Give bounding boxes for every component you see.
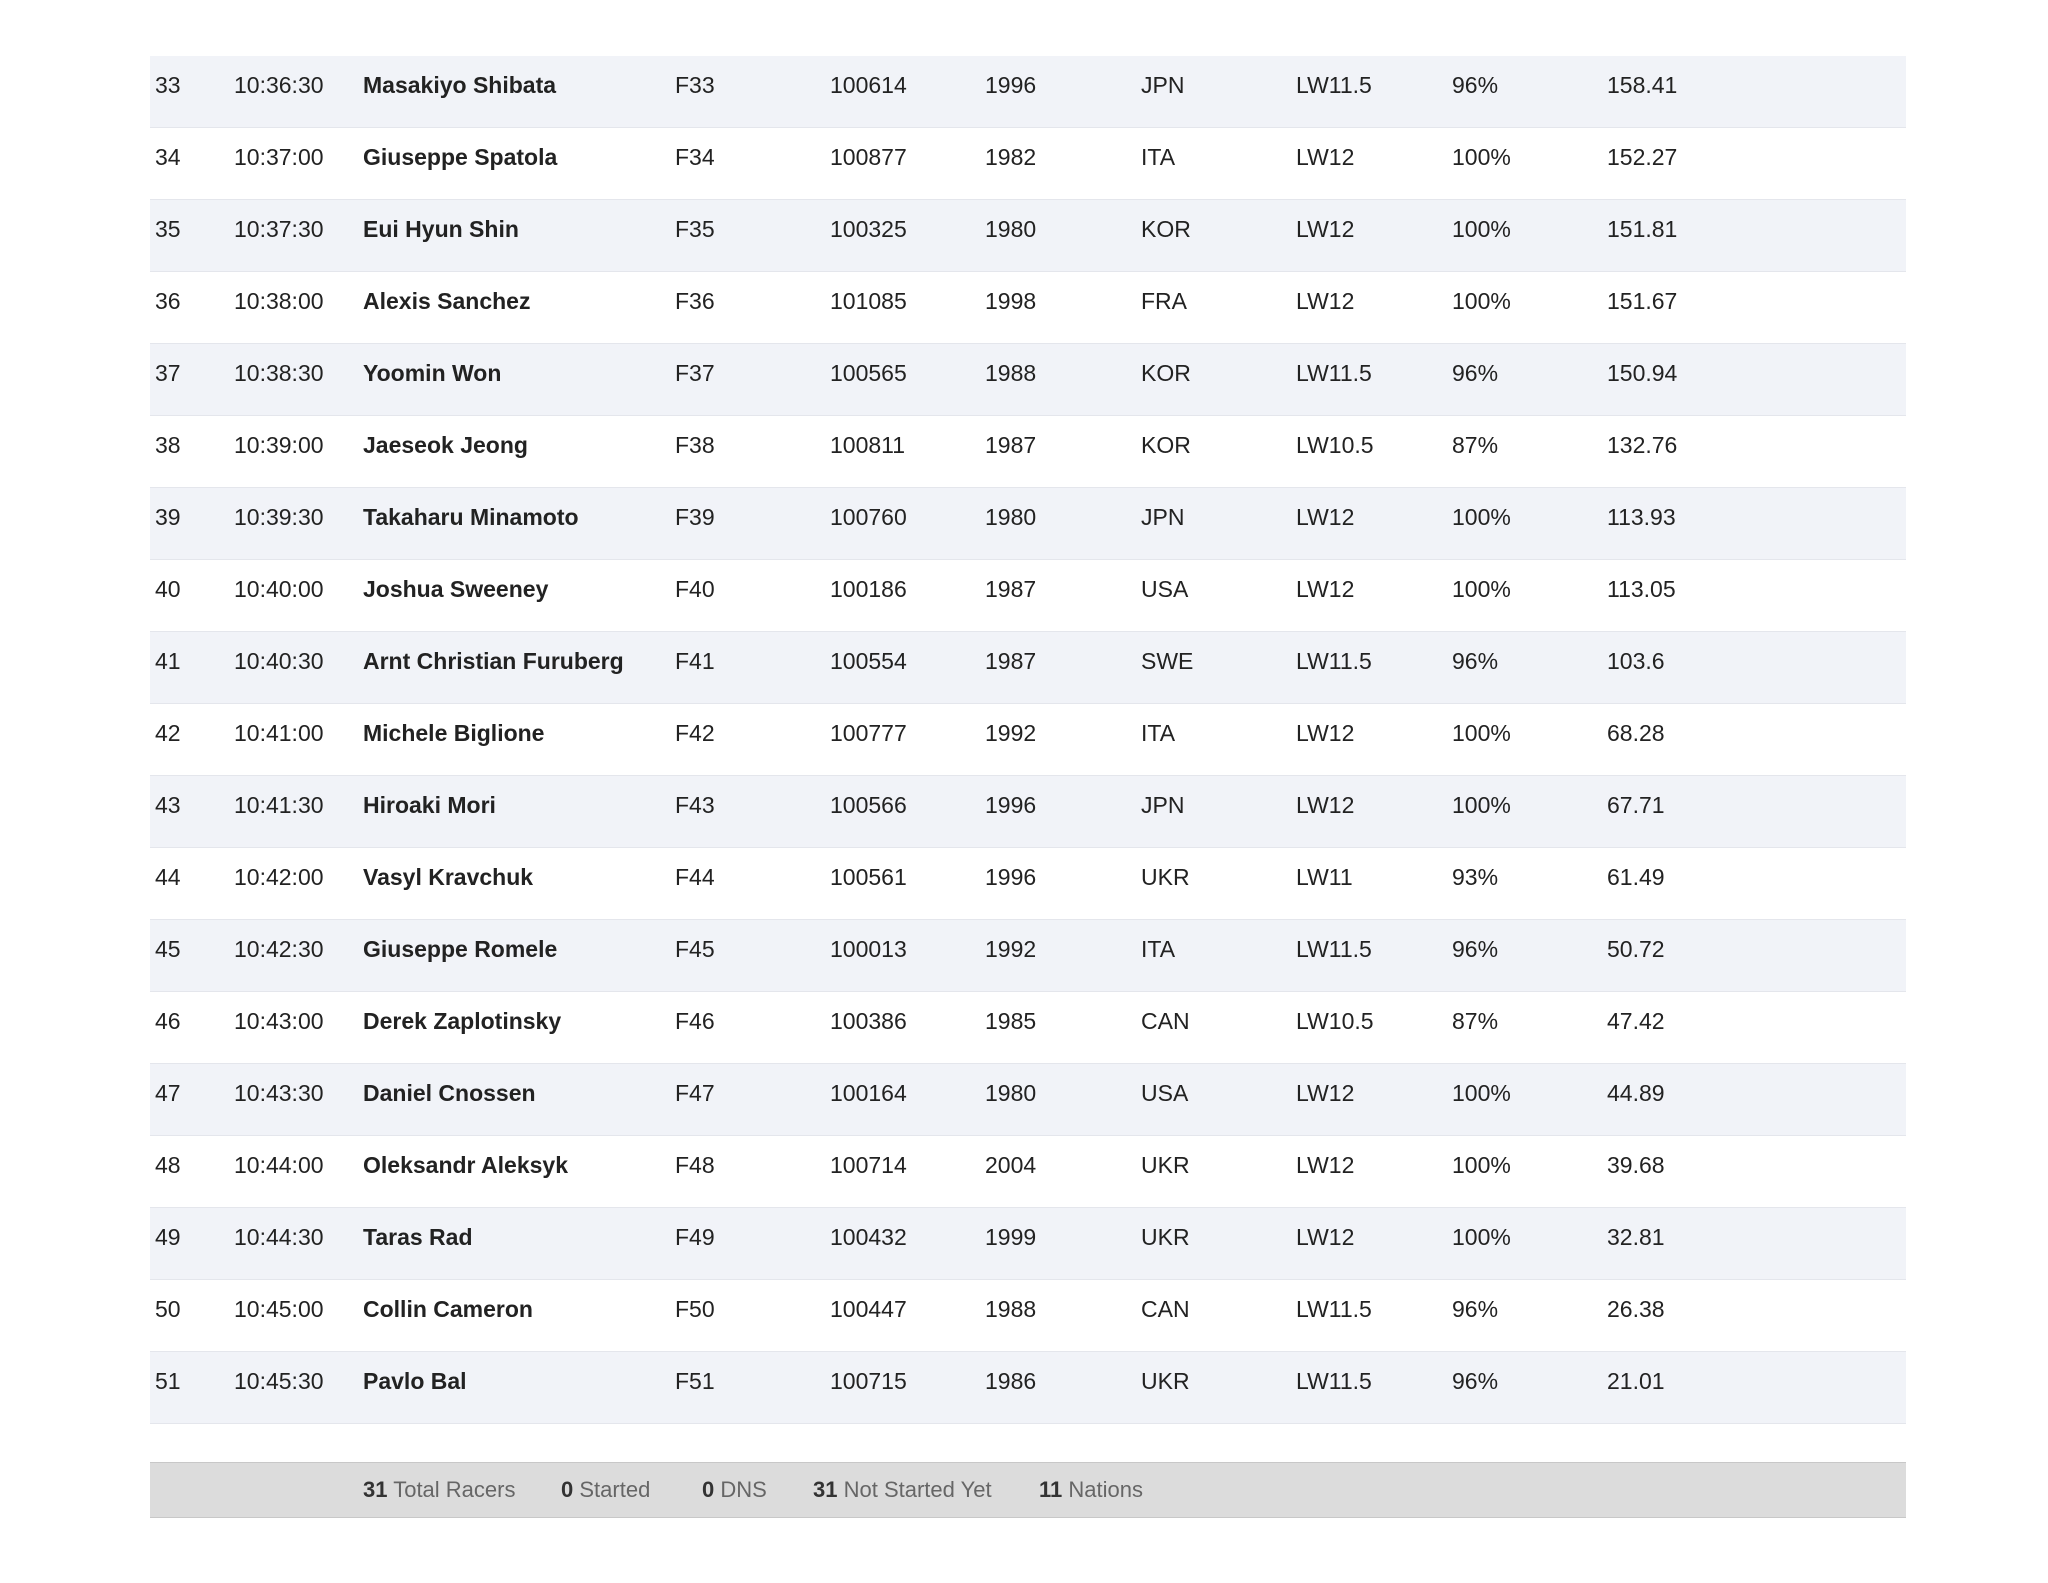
birth-year-cell: 1982: [985, 144, 1037, 170]
bib-cell: 47: [155, 1080, 181, 1106]
start-time-cell: 10:45:30: [234, 1368, 324, 1394]
class-cell: LW12: [1296, 576, 1355, 602]
fis-code-cell: F41: [675, 648, 715, 674]
percent-cell: 96%: [1452, 72, 1499, 98]
birth-year-cell: 1992: [985, 720, 1037, 746]
racer-name-cell[interactable]: Takaharu Minamoto: [363, 504, 579, 530]
racer-name-cell[interactable]: Michele Biglione: [363, 720, 545, 746]
class-cell: LW12: [1296, 1080, 1355, 1106]
bib-cell: 43: [155, 792, 181, 818]
table-row[interactable]: [150, 992, 1906, 1064]
fis-code-cell: F48: [675, 1152, 715, 1178]
fis-code-cell: F43: [675, 792, 715, 818]
racer-code-cell: 100614: [830, 72, 907, 98]
points-cell: 150.94: [1607, 360, 1678, 386]
racer-code-cell: 100777: [830, 720, 907, 746]
nation-cell: JPN: [1141, 504, 1185, 530]
start-time-cell: 10:36:30: [234, 72, 324, 98]
table-row[interactable]: [150, 776, 1906, 848]
bib-cell: 35: [155, 216, 181, 242]
not-started-yet-stat: [813, 1479, 992, 1501]
points-cell: 50.72: [1607, 936, 1665, 962]
table-row[interactable]: [150, 416, 1906, 488]
racer-code-cell: 100447: [830, 1296, 907, 1322]
fis-code-cell: F36: [675, 288, 715, 314]
nation-cell: UKR: [1141, 864, 1190, 890]
fis-code-cell: F35: [675, 216, 715, 242]
start-time-cell: 10:44:00: [234, 1152, 324, 1178]
nation-cell: KOR: [1141, 432, 1191, 458]
class-cell: LW11.5: [1296, 648, 1372, 674]
racer-code-cell: 100811: [830, 432, 906, 458]
total-racers-count: 31: [363, 1477, 388, 1502]
racer-name-cell[interactable]: Arnt Christian Furuberg: [363, 648, 624, 674]
bib-cell: 42: [155, 720, 181, 746]
start-time-cell: 10:43:30: [234, 1080, 324, 1106]
birth-year-cell: 1988: [985, 360, 1037, 386]
class-cell: LW11.5: [1296, 360, 1372, 386]
birth-year-cell: 1987: [985, 432, 1037, 458]
fis-code-cell: F50: [675, 1296, 715, 1322]
fis-code-cell: F37: [675, 360, 715, 386]
bib-cell: 40: [155, 576, 181, 602]
table-row[interactable]: [150, 1136, 1906, 1208]
percent-cell: 96%: [1452, 1296, 1499, 1322]
fis-code-cell: F47: [675, 1080, 715, 1106]
birth-year-cell: 1996: [985, 864, 1037, 890]
table-row[interactable]: [150, 848, 1906, 920]
nation-cell: CAN: [1141, 1296, 1190, 1322]
racer-code-cell: 100714: [830, 1152, 907, 1178]
racer-code-cell: 100566: [830, 792, 907, 818]
points-cell: 113.93: [1607, 504, 1676, 530]
racer-name-cell[interactable]: Pavlo Bal: [363, 1368, 467, 1394]
bib-cell: 48: [155, 1152, 181, 1178]
racer-name-cell[interactable]: Collin Cameron: [363, 1296, 533, 1322]
points-cell: 44.89: [1607, 1080, 1665, 1106]
class-cell: LW12: [1296, 1152, 1355, 1178]
nation-cell: JPN: [1141, 72, 1185, 98]
table-row[interactable]: [150, 56, 1906, 128]
racer-name-cell[interactable]: Daniel Cnossen: [363, 1080, 536, 1106]
racer-code-cell: 100715: [830, 1368, 907, 1394]
racer-name-cell[interactable]: Vasyl Kravchuk: [363, 864, 534, 890]
bib-cell: 46: [155, 1008, 181, 1034]
nation-cell: USA: [1141, 576, 1189, 602]
start-time-cell: 10:41:30: [234, 792, 324, 818]
dns-stat: [702, 1479, 767, 1501]
nation-cell: UKR: [1141, 1368, 1190, 1394]
fis-code-cell: F46: [675, 1008, 715, 1034]
table-row[interactable]: [150, 200, 1906, 272]
table-row[interactable]: [150, 560, 1906, 632]
start-time-cell: 10:41:00: [234, 720, 324, 746]
points-cell: 103.6: [1607, 648, 1665, 674]
bib-cell: 50: [155, 1296, 181, 1322]
birth-year-cell: 1987: [985, 648, 1037, 674]
start-time-cell: 10:38:00: [234, 288, 324, 314]
class-cell: LW12: [1296, 216, 1355, 242]
bib-cell: 51: [155, 1368, 181, 1394]
total-racers-stat: [363, 1479, 515, 1501]
points-cell: 32.81: [1607, 1224, 1665, 1250]
class-cell: LW12: [1296, 1224, 1355, 1250]
racer-name-cell[interactable]: Jaeseok Jeong: [363, 432, 528, 458]
nation-cell: USA: [1141, 1080, 1189, 1106]
total-racers-label: Total Racers: [393, 1477, 516, 1502]
table-row[interactable]: [150, 128, 1906, 200]
nation-cell: SWE: [1141, 648, 1194, 674]
percent-cell: 96%: [1452, 936, 1499, 962]
percent-cell: 100%: [1452, 1152, 1511, 1178]
fis-code-cell: F49: [675, 1224, 715, 1250]
percent-cell: 100%: [1452, 576, 1511, 602]
percent-cell: 87%: [1452, 1008, 1499, 1034]
points-cell: 61.49: [1607, 864, 1665, 890]
birth-year-cell: 1992: [985, 936, 1037, 962]
start-time-cell: 10:38:30: [234, 360, 324, 386]
start-time-cell: 10:37:00: [234, 144, 324, 170]
fis-code-cell: F33: [675, 72, 715, 98]
percent-cell: 96%: [1452, 360, 1499, 386]
nation-cell: JPN: [1141, 792, 1185, 818]
racer-code-cell: 100554: [830, 648, 907, 674]
bib-cell: 39: [155, 504, 181, 530]
racer-name-cell[interactable]: Hiroaki Mori: [363, 792, 496, 818]
class-cell: LW11.5: [1296, 1368, 1372, 1394]
birth-year-cell: 1998: [985, 288, 1037, 314]
racer-code-cell: 100164: [830, 1080, 907, 1106]
nation-cell: ITA: [1141, 144, 1176, 170]
birth-year-cell: 1980: [985, 1080, 1037, 1106]
bib-cell: 38: [155, 432, 181, 458]
percent-cell: 96%: [1452, 1368, 1499, 1394]
points-cell: 152.27: [1607, 144, 1678, 170]
table-row[interactable]: [150, 920, 1906, 992]
fis-code-cell: F45: [675, 936, 715, 962]
nation-cell: KOR: [1141, 216, 1191, 242]
percent-cell: 93%: [1452, 864, 1499, 890]
birth-year-cell: 1980: [985, 504, 1037, 530]
points-cell: 68.28: [1607, 720, 1665, 746]
class-cell: LW12: [1296, 144, 1355, 170]
start-list-table: [150, 56, 1906, 1424]
percent-cell: 87%: [1452, 432, 1499, 458]
start-time-cell: 10:45:00: [234, 1296, 324, 1322]
fis-code-cell: F38: [675, 432, 715, 458]
start-time-cell: 10:39:30: [234, 504, 324, 530]
table-row[interactable]: [150, 1064, 1906, 1136]
racer-code-cell: 100186: [830, 576, 907, 602]
points-cell: 151.67: [1607, 288, 1678, 314]
racer-name-cell[interactable]: Derek Zaplotinsky: [363, 1008, 562, 1034]
bib-cell: 49: [155, 1224, 181, 1250]
nation-cell: CAN: [1141, 1008, 1190, 1034]
table-row[interactable]: [150, 1280, 1906, 1352]
nation-cell: ITA: [1141, 936, 1176, 962]
racer-name-cell[interactable]: Giuseppe Romele: [363, 936, 558, 962]
racer-name-cell[interactable]: Masakiyo Shibata: [363, 72, 557, 98]
fis-code-cell: F51: [675, 1368, 715, 1394]
class-cell: LW11: [1296, 864, 1353, 890]
start-time-cell: 10:42:30: [234, 936, 324, 962]
percent-cell: 100%: [1452, 216, 1511, 242]
table-row[interactable]: [150, 632, 1906, 704]
fis-code-cell: F34: [675, 144, 715, 170]
birth-year-cell: 1999: [985, 1224, 1037, 1250]
start-time-cell: 10:40:30: [234, 648, 324, 674]
points-cell: 67.71: [1607, 792, 1665, 818]
racer-code-cell: 100877: [830, 144, 907, 170]
class-cell: LW12: [1296, 792, 1355, 818]
table-row[interactable]: [150, 1208, 1906, 1280]
percent-cell: 100%: [1452, 288, 1511, 314]
class-cell: LW11.5: [1296, 1296, 1372, 1322]
dns-label: DNS: [720, 1477, 767, 1502]
table-row[interactable]: [150, 344, 1906, 416]
racer-code-cell: 100561: [830, 864, 907, 890]
points-cell: 132.76: [1607, 432, 1678, 458]
fis-code-cell: F40: [675, 576, 715, 602]
class-cell: LW12: [1296, 720, 1355, 746]
bib-cell: 37: [155, 360, 181, 386]
racer-name-cell[interactable]: Taras Rad: [363, 1224, 473, 1250]
nation-cell: ITA: [1141, 720, 1176, 746]
racer-name-cell[interactable]: Yoomin Won: [363, 360, 502, 386]
start-time-cell: 10:37:30: [234, 216, 324, 242]
percent-cell: 100%: [1452, 504, 1511, 530]
racer-name-cell[interactable]: Oleksandr Aleksyk: [363, 1152, 568, 1178]
table-row[interactable]: [150, 488, 1906, 560]
class-cell: LW10.5: [1296, 432, 1374, 458]
percent-cell: 100%: [1452, 792, 1511, 818]
nations-count: 11: [1039, 1477, 1063, 1502]
racer-code-cell: 100325: [830, 216, 907, 242]
points-cell: 21.01: [1607, 1368, 1665, 1394]
birth-year-cell: 1996: [985, 792, 1037, 818]
class-cell: LW11.5: [1296, 936, 1372, 962]
fis-code-cell: F44: [675, 864, 715, 890]
points-cell: 47.42: [1607, 1008, 1665, 1034]
nations-stat: [1039, 1479, 1143, 1501]
racer-name-cell[interactable]: Eui Hyun Shin: [363, 216, 519, 242]
percent-cell: 100%: [1452, 720, 1511, 746]
birth-year-cell: 1986: [985, 1368, 1037, 1394]
nation-cell: FRA: [1141, 288, 1187, 314]
bib-cell: 41: [155, 648, 181, 674]
points-cell: 158.41: [1607, 72, 1678, 98]
start-time-cell: 10:43:00: [234, 1008, 324, 1034]
started-count: 0: [561, 1477, 574, 1502]
racer-name-cell[interactable]: Giuseppe Spatola: [363, 144, 558, 170]
bib-cell: 45: [155, 936, 181, 962]
nation-cell: KOR: [1141, 360, 1191, 386]
points-cell: 113.05: [1607, 576, 1676, 602]
birth-year-cell: 1985: [985, 1008, 1037, 1034]
class-cell: LW11.5: [1296, 72, 1372, 98]
points-cell: 39.68: [1607, 1152, 1665, 1178]
percent-cell: 100%: [1452, 1224, 1511, 1250]
fis-code-cell: F42: [675, 720, 715, 746]
not-started-yet-label: Not Started Yet: [843, 1477, 992, 1502]
start-time-cell: 10:44:30: [234, 1224, 324, 1250]
summary-bar: [150, 1462, 1906, 1518]
bib-cell: 44: [155, 864, 181, 890]
racer-name-cell[interactable]: Joshua Sweeney: [363, 576, 549, 602]
bib-cell: 36: [155, 288, 181, 314]
class-cell: LW10.5: [1296, 1008, 1374, 1034]
racer-code-cell: 100565: [830, 360, 907, 386]
racer-code-cell: 100386: [830, 1008, 907, 1034]
table-row[interactable]: [150, 272, 1906, 344]
nation-cell: UKR: [1141, 1152, 1190, 1178]
bib-cell: 34: [155, 144, 181, 170]
start-time-cell: 10:40:00: [234, 576, 324, 602]
started-label: Started: [579, 1477, 651, 1502]
dns-count: 0: [702, 1477, 715, 1502]
start-time-cell: 10:39:00: [234, 432, 324, 458]
points-cell: 26.38: [1607, 1296, 1665, 1322]
birth-year-cell: 1988: [985, 1296, 1037, 1322]
birth-year-cell: 1996: [985, 72, 1037, 98]
table-row[interactable]: [150, 704, 1906, 776]
started-stat: [561, 1479, 650, 1501]
class-cell: LW12: [1296, 288, 1355, 314]
racer-code-cell: 100760: [830, 504, 907, 530]
points-cell: 151.81: [1607, 216, 1678, 242]
birth-year-cell: 1980: [985, 216, 1037, 242]
percent-cell: 100%: [1452, 1080, 1511, 1106]
birth-year-cell: 2004: [985, 1152, 1037, 1178]
racer-code-cell: 100432: [830, 1224, 907, 1250]
start-time-cell: 10:42:00: [234, 864, 324, 890]
table-row[interactable]: [150, 1352, 1906, 1424]
percent-cell: 100%: [1452, 144, 1511, 170]
class-cell: LW12: [1296, 504, 1355, 530]
nation-cell: UKR: [1141, 1224, 1190, 1250]
not-started-yet-count: 31: [813, 1477, 838, 1502]
nations-label: Nations: [1068, 1477, 1143, 1502]
fis-code-cell: F39: [675, 504, 715, 530]
racer-name-cell[interactable]: Alexis Sanchez: [363, 288, 531, 314]
bib-cell: 33: [155, 72, 181, 98]
racer-code-cell: 100013: [830, 936, 907, 962]
birth-year-cell: 1987: [985, 576, 1037, 602]
percent-cell: 96%: [1452, 648, 1499, 674]
racer-code-cell: 101085: [830, 288, 907, 314]
